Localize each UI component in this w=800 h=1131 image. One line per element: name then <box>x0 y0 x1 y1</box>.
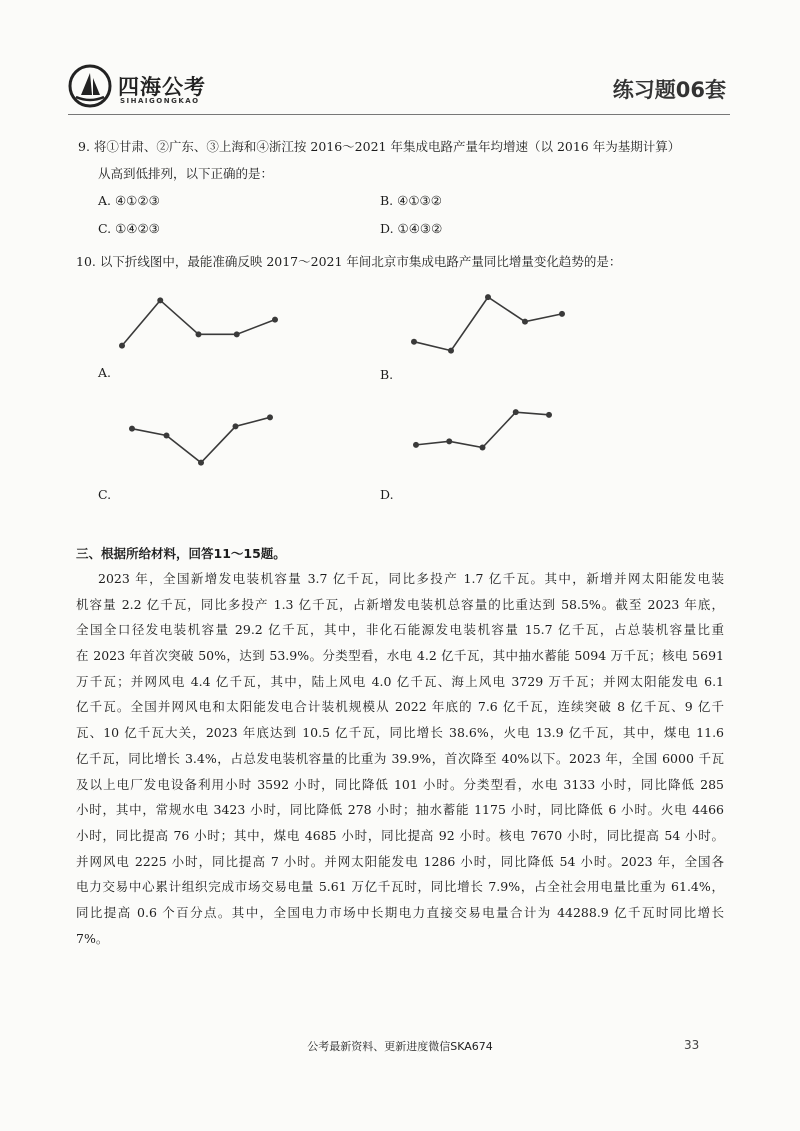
q9-stem-line1: 9. 将①甘肃、②广东、③上海和④浙江按 2016～2021 年集成电路产量年均增速（以 2016 年为基期计算） <box>78 139 681 154</box>
passage-line: 全国全口径发电装机容量 29.2 亿千瓦，其中，非化石能源发电装机容量 15.7 亿千瓦，占总装机容量比重 <box>76 622 724 638</box>
data-point <box>198 460 204 466</box>
q9-stem-line2: 从高到低排列，以下正确的是： <box>98 166 274 181</box>
passage-line: 瓦、10 亿千瓦大关，2023 年底达到 10.5 亿千瓦，同比增长 38.6%，火电 13.9 亿千瓦，其中，煤电 11.6 <box>76 725 724 741</box>
chart-option-c <box>126 400 276 480</box>
q10-option-a-label: A. <box>98 365 112 380</box>
data-point <box>513 409 519 415</box>
data-point <box>485 294 491 300</box>
data-point <box>480 445 486 451</box>
passage-line: 小时，同比提高 76 小时；其中，煤电 4685 小时，同比提高 92 小时。核电 7670 小时，同比提高 54 小时。 <box>76 827 724 843</box>
data-point <box>413 442 419 448</box>
passage-line: 亿千瓦。全国并网风电和太阳能发电合计装机规模从 2022 年底的 7.6 亿千瓦，连续突破 8 亿千瓦、9 亿千 <box>76 699 724 715</box>
chart-option-d <box>410 400 555 465</box>
chart-option-a <box>116 283 281 363</box>
data-point <box>546 412 552 418</box>
q10-option-b-label: B. <box>380 367 394 382</box>
passage-line: 2023 年，全国新增发电装机容量 3.7 亿千瓦，同比多投产 1.7 亿千瓦。其中，新增并网太阳能发电装 <box>98 571 724 586</box>
data-point <box>119 343 125 349</box>
data-point <box>234 331 240 337</box>
passage-line: 亿千瓦，同比增长 3.4%，占总发电装机容量的比重为 39.9%，首次降至 40%以下。2023 年，全国 6000 千瓦 <box>76 750 724 766</box>
data-point <box>267 414 273 420</box>
passage-line: 及以上电厂发电设备利用小时 3592 小时，同比降低 101 小时。分类型看，水电 3133 小时，同比降低 285 <box>76 776 724 792</box>
chart-option-b <box>408 280 568 370</box>
series-line <box>416 412 549 447</box>
passage-line: 电力交易中心累计组织完成市场交易电量 5.61 万亿千瓦时，同比增长 7.9%，占全社会用电量比重为 61.4%， <box>76 879 724 895</box>
q10-option-c-label: C. <box>98 487 112 502</box>
q10-stem: 10. 以下折线图中，最能准确反映 2017～2021 年间北京市集成电路产量同比增量变化趋势的是： <box>76 254 622 269</box>
q10-option-d-label: D. <box>380 487 394 502</box>
data-point <box>448 348 454 354</box>
passage-line: 在 2023 年首次突破 50%，达到 53.9%。分类型看，水电 4.2 亿千瓦，其中抽水蓄能 5094 万千瓦；核电 5691 <box>76 648 724 664</box>
data-point <box>522 319 528 325</box>
data-point <box>446 438 452 444</box>
data-point <box>129 426 135 432</box>
footer-note: 公考最新资料、更新进度微信SKA674 <box>307 1040 493 1053</box>
set-title: 练习题06套 <box>612 78 726 102</box>
series-line <box>122 300 275 345</box>
section-heading: 三、根据所给材料，回答11～15题。 <box>76 546 286 561</box>
data-point <box>233 423 239 429</box>
material-passage <box>76 566 724 951</box>
data-point <box>164 432 170 438</box>
series-line <box>414 297 562 350</box>
q9-option-b: B. ④①③② <box>380 193 442 208</box>
passage-line: 并网风电 2225 小时，同比提高 7 小时。并网太阳能发电 1286 小时，同比降低 54 小时。2023 年，全国各 <box>76 853 724 869</box>
series-line <box>132 417 270 462</box>
sailboat-logo-icon <box>68 64 112 108</box>
page-header <box>68 64 730 116</box>
data-point <box>272 317 278 323</box>
passage-line: 小时，其中，常规水电 3423 小时，同比降低 278 小时；抽水蓄能 1175 小时，同比降低 6 小时。火电 4466 <box>76 802 724 818</box>
passage-line: 7%。 <box>76 930 109 946</box>
passage-line: 同比提高 0.6 个百分点。其中，全国电力市场中长期电力直接交易电量合计为 44288.9 亿千瓦时同比增长 <box>76 904 724 920</box>
q9-option-d: D. ①④③② <box>380 221 443 236</box>
data-point <box>559 311 565 317</box>
data-point <box>196 331 202 337</box>
logo-name: 四海公考 <box>118 75 206 99</box>
data-point <box>157 297 163 303</box>
q9-option-a: A. ④①②③ <box>98 193 160 208</box>
passage-line: 机容量 2.2 亿千瓦，同比多投产 1.3 亿千瓦，占新增发电装机总容量的比重达到 58.5%。截至 2023 年底， <box>76 596 724 612</box>
page-number: 33 <box>684 1038 700 1052</box>
data-point <box>411 339 417 345</box>
passage-line: 万千瓦；并网风电 4.4 亿千瓦，其中，陆上风电 4.0 亿千瓦、海上风电 3729 万千瓦；并网太阳能发电 6.1 <box>76 673 724 689</box>
header-divider <box>68 114 730 115</box>
q9-option-c: C. ①④②③ <box>98 221 160 236</box>
logo-subtitle: SIHAIGONGKAO <box>120 97 200 105</box>
